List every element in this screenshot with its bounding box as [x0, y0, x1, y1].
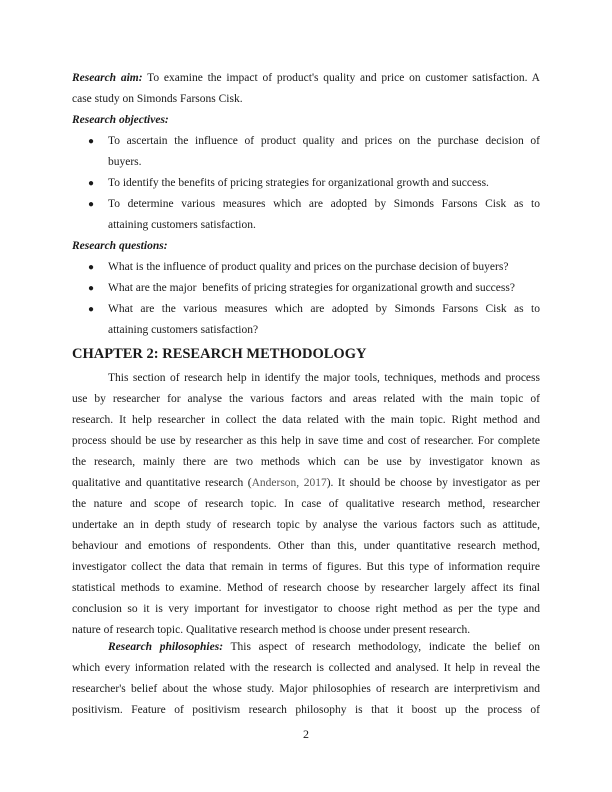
research-questions-label: Research questions: — [72, 240, 168, 252]
paragraph-line: behaviour and emotions of respondents. Other than this, under quantitative research method, — [72, 540, 540, 552]
objective-item-1-cont — [72, 152, 540, 173]
question-item-2-line-1: What are the major benefits of pricing strategies for organizational growth and success? — [108, 282, 515, 294]
objective-item-2 — [72, 173, 540, 194]
bullet-icon: ● — [88, 136, 95, 147]
paragraph-line: researcher's belief about the whose study. Major philosophies of research are interpretivism and — [72, 683, 540, 695]
research-aim-text: To examine the impact of product's quality and price on customer satisfaction. A — [142, 72, 540, 84]
paragraph-line: research. It help researcher in collect the data related with the main topic. Right method and — [72, 414, 540, 426]
page-number: 2 — [303, 727, 309, 741]
question-item-3-cont — [72, 320, 540, 341]
objective-item-3-line-2: attaining customers satisfaction. — [108, 219, 256, 231]
chapter-heading: CHAPTER 2: RESEARCH METHODOLOGY — [72, 346, 367, 362]
paragraph-line: which every information related with the research is collected and analysed. It help in reveal the — [72, 662, 540, 674]
objective-item-1-line-2: buyers. — [108, 156, 142, 168]
objective-item-3-cont — [72, 215, 540, 236]
research-aim — [72, 68, 540, 110]
research-objectives-label: Research objectives: — [72, 114, 169, 126]
question-item-3 — [72, 299, 540, 320]
question-item-3-line-1: What are the various measures which are adopted by Simonds Farsons Cisk as to — [108, 303, 540, 315]
paragraph-line — [72, 637, 540, 658]
objective-item-1-line-1: To ascertain the influence of product quality and prices on the purchase decision of — [108, 135, 540, 147]
research-objectives — [72, 110, 540, 236]
objective-item-2-line-1: To identify the benefits of pricing strategies for organizational growth and success. — [108, 177, 489, 189]
objective-item-3 — [72, 194, 540, 215]
paragraph-text: qualitative and quantitative research ( — [72, 477, 252, 489]
research-aim-line-2: case study on Simonds Farsons Cisk. — [72, 93, 243, 105]
bullet-icon: ● — [88, 199, 95, 210]
methodology-paragraph — [72, 368, 540, 641]
paragraph-line: undertake an in depth study of research topic by analyse the various factors such as attitude, — [72, 519, 540, 531]
paragraph-line: statistical methods to examine. Method of research choose by researcher largely affect its final — [72, 582, 540, 594]
citation: Anderson, 2017 — [251, 477, 327, 489]
question-item-1 — [72, 257, 540, 278]
bullet-icon: ● — [88, 304, 95, 315]
paragraph-text: This aspect of research methodology, indicate the belief on — [223, 641, 540, 653]
paragraph-text: ). It should be choose by investigator as per — [326, 477, 541, 489]
question-item-2 — [72, 278, 540, 299]
paragraph-line: the nature and scope of research topic. In case of qualitative research method, researcher — [72, 498, 540, 510]
research-aim-label: Research aim: — [72, 72, 143, 84]
paragraph-line: the research, mainly there are two methods which can be use by investigator known as — [72, 456, 540, 468]
paragraph-line: nature of research topic. Qualitative research method is choose under present research. — [72, 624, 471, 636]
bullet-icon: ● — [88, 178, 95, 189]
research-aim-line-1 — [72, 68, 540, 89]
research-questions — [72, 236, 540, 341]
paragraph-line: positivism. Feature of positivism research philosophy is that it boost up the process of — [72, 704, 540, 716]
bullet-icon: ● — [88, 262, 95, 273]
objective-item-3-line-1: To determine various measures which are adopted by Simonds Farsons Cisk as to — [108, 198, 540, 210]
question-item-3-line-2: attaining customers satisfaction? — [108, 324, 259, 336]
paragraph-line: use by researcher for analyse the various factors and areas related with the main topic of — [72, 393, 540, 405]
philosophies-paragraph — [72, 637, 540, 721]
paragraph-line: process should be use by researcher as this help in save time and cost of researcher. For complete — [72, 435, 540, 447]
question-item-1-line-1: What is the influence of product quality and prices on the purchase decision of buyers? — [108, 261, 509, 273]
paragraph-line-with-citation — [72, 473, 540, 494]
paragraph-line: conclusion so it is very important for investigator to choose right method as per the type and — [72, 603, 540, 615]
paragraph-line: This section of research help in identify the major tools, techniques, methods and process — [108, 372, 540, 384]
paragraph-line: investigator collect the data that remain in terms of figures. But this type of information require — [72, 561, 540, 573]
research-philosophies-label: Research philosophies: — [108, 641, 224, 653]
objective-item-1 — [72, 131, 540, 152]
bullet-icon: ● — [88, 283, 95, 294]
